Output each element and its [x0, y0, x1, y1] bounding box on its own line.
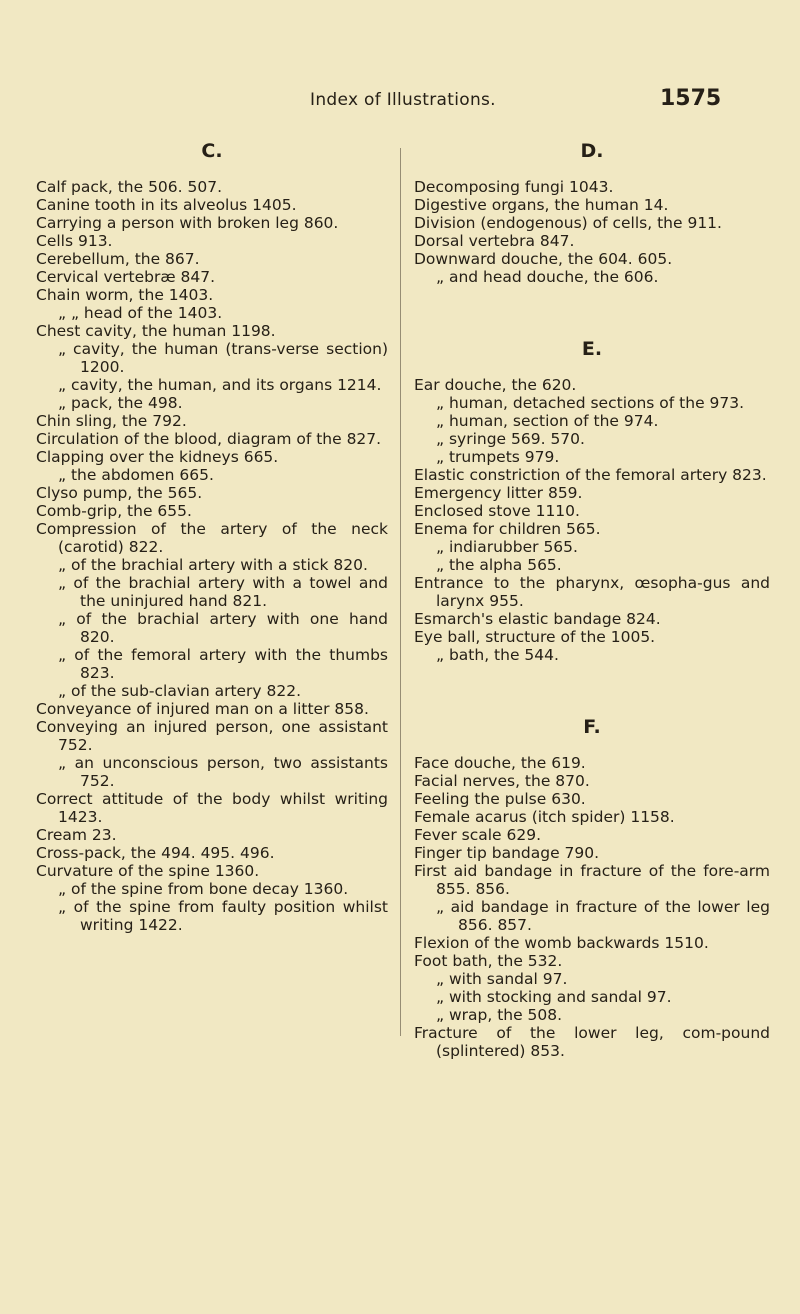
index-entry: Ear douche, the 620.: [414, 376, 577, 394]
index-entry: „ of the brachial artery with a towel and the uninjured hand 821.: [58, 574, 388, 610]
index-entry: Fever scale 629.: [414, 826, 541, 844]
index-entry: Digestive organs, the human 14.: [414, 196, 669, 214]
page-number: 1575: [660, 86, 722, 111]
index-entry: „ the abdomen 665.: [58, 466, 214, 484]
index-entry: First aid bandage in fracture of the fore-arm 855. 856.: [414, 862, 770, 898]
section-gap: [414, 664, 770, 716]
section-gap: [414, 286, 770, 338]
index-entry: Foot bath, the 532.: [414, 952, 563, 970]
index-entry: Clapping over the kidneys 665.: [36, 448, 279, 466]
index-entry: „ of the brachial artery with one hand 820.: [58, 610, 388, 646]
section-letter-heading: C.: [201, 140, 223, 162]
index-entry: Decomposing fungi 1043.: [414, 178, 614, 196]
index-entry: „ of the brachial artery with a stick 820.: [58, 556, 368, 574]
index-entry: „ cavity, the human, and its organs 1214.: [58, 376, 382, 394]
index-entry: „ human, section of the 974.: [436, 412, 659, 430]
index-entry: Esmarch's elastic bandage 824.: [414, 610, 661, 628]
index-entry: „ indiarubber 565.: [436, 538, 578, 556]
index-entry: Calf pack, the 506. 507.: [36, 178, 223, 196]
index-entry: Elastic constriction of the femoral artery 823.: [414, 466, 767, 484]
index-entry: Comb-grip, the 655.: [36, 502, 192, 520]
index-entry: Downward douche, the 604. 605.: [414, 250, 673, 268]
index-entry: „ syringe 569. 570.: [436, 430, 585, 448]
index-entry: Entrance to the pharynx, œsopha-gus and larynx 955.: [414, 574, 770, 610]
index-entry: Compression of the artery of the neck (carotid) 822.: [36, 520, 388, 556]
running-title: Index of Illustrations.: [310, 90, 496, 110]
index-entry: Cross-pack, the 494. 495. 496.: [36, 844, 275, 862]
index-entry: Eye ball, structure of the 1005.: [414, 628, 656, 646]
index-entry: „ and head douche, the 606.: [436, 268, 659, 286]
right-column: [414, 140, 770, 1060]
index-entry: „ with sandal 97.: [436, 970, 568, 988]
index-entry: Correct attitude of the body whilst writing 1423.: [36, 790, 388, 826]
index-entry: Flexion of the womb backwards 1510.: [414, 934, 709, 952]
index-entry: Dorsal vertebra 847.: [414, 232, 575, 250]
index-entry: „ aid bandage in fracture of the lower leg 856. 857.: [436, 898, 770, 934]
left-column: [36, 140, 388, 934]
index-entry: Feeling the pulse 630.: [414, 790, 586, 808]
index-entry: „ bath, the 544.: [436, 646, 559, 664]
index-entry: Conveying an injured person, one assistant 752.: [36, 718, 388, 754]
index-entry: „ the alpha 565.: [436, 556, 562, 574]
index-entry: Chin sling, the 792.: [36, 412, 187, 430]
section-letter-heading: D.: [580, 140, 604, 162]
index-entry: „ of the spine from faulty position whilst writing 1422.: [58, 898, 388, 934]
index-entry: Cells 913.: [36, 232, 113, 250]
index-entry: Enema for children 565.: [414, 520, 601, 538]
index-entry: Chest cavity, the human 1198.: [36, 322, 276, 340]
index-entry: „ „ head of the 1403.: [58, 304, 223, 322]
index-entry: Cervical vertebræ 847.: [36, 268, 216, 286]
index-entry: Canine tooth in its alveolus 1405.: [36, 196, 297, 214]
index-entry: Emergency litter 859.: [414, 484, 583, 502]
index-entry: Fracture of the lower leg, com-pound (splintered) 853.: [414, 1024, 770, 1060]
index-entry: „ wrap, the 508.: [436, 1006, 563, 1024]
index-entry: „ cavity, the human (trans-verse section) 1200.: [58, 340, 388, 376]
index-entry: Division (endogenous) of cells, the 911.: [414, 214, 722, 232]
column-divider: [400, 148, 401, 1036]
index-entry: Chain worm, the 1403.: [36, 286, 214, 304]
index-entry: „ of the femoral artery with the thumbs 823.: [58, 646, 388, 682]
index-entry: „ an unconscious person, two assistants 752.: [58, 754, 388, 790]
index-entry: „ of the spine from bone decay 1360.: [58, 880, 349, 898]
index-entry: „ of the sub-clavian artery 822.: [58, 682, 302, 700]
index-entry: „ trumpets 979.: [436, 448, 560, 466]
index-entry: Enclosed stove 1110.: [414, 502, 580, 520]
index-entry: Clyso pump, the 565.: [36, 484, 203, 502]
index-entry: Cerebellum, the 867.: [36, 250, 200, 268]
index-entry: Finger tip bandage 790.: [414, 844, 600, 862]
index-entry: Circulation of the blood, diagram of the 827.: [36, 430, 382, 448]
section-letter-heading: F.: [583, 716, 601, 738]
index-entry: Conveyance of injured man on a litter 858.: [36, 700, 369, 718]
index-entry: Female acarus (itch spider) 1158.: [414, 808, 675, 826]
index-entry: Facial nerves, the 870.: [414, 772, 590, 790]
index-entry: Carrying a person with broken leg 860.: [36, 214, 339, 232]
index-entry: „ pack, the 498.: [58, 394, 183, 412]
index-entry: Face douche, the 619.: [414, 754, 586, 772]
page-header: [0, 86, 800, 116]
index-entry: Curvature of the spine 1360.: [36, 862, 260, 880]
index-entry: „ with stocking and sandal 97.: [436, 988, 672, 1006]
section-letter-heading: E.: [581, 338, 603, 360]
index-entry: „ human, detached sections of the 973.: [436, 394, 745, 412]
index-entry: Cream 23.: [36, 826, 117, 844]
